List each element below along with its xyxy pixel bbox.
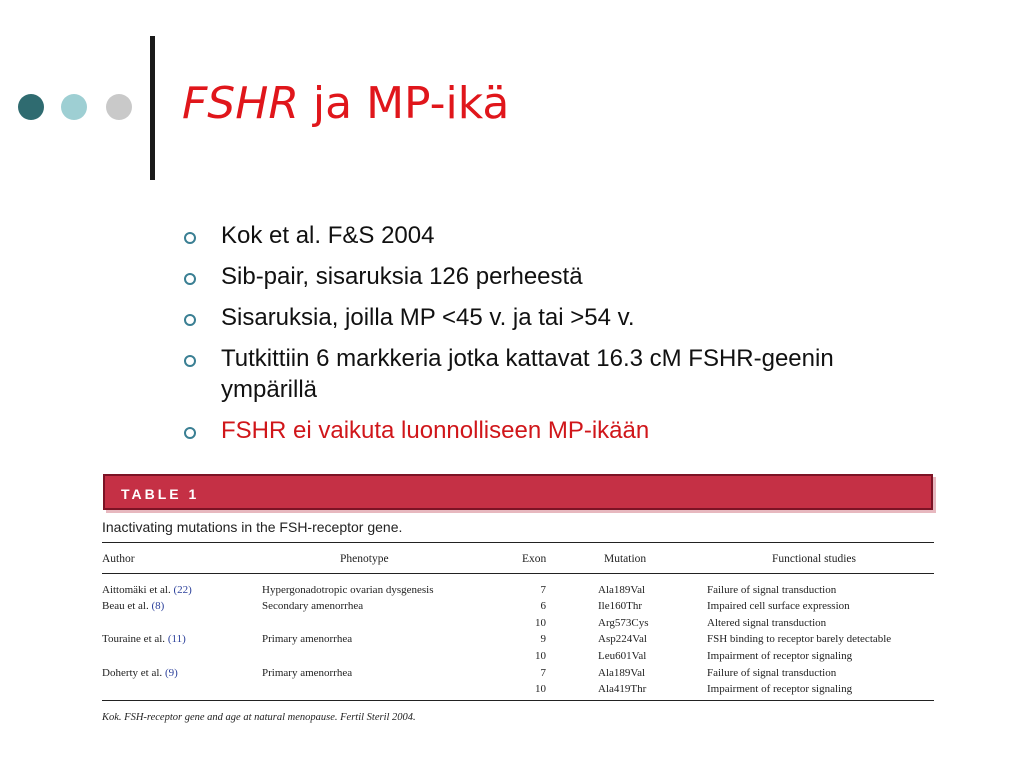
dot-dark-teal [18,94,44,120]
table-header-rule [102,573,934,574]
cell-functional: Failure of signal transduction [707,584,837,596]
header-functional: Functional studies [772,553,857,565]
reference-link: (8) [151,600,165,612]
cell-functional: Altered signal transduction [707,617,827,629]
bullet-text: Sisaruksia, joilla MP <45 v. ja tai >54 v. [221,304,635,331]
header-phenotype: Phenotype [340,553,389,565]
cell-functional: Impaired cell surface expression [707,600,850,612]
cell-phenotype: Secondary amenorrhea [262,600,364,612]
reference-link: (22) [173,584,192,596]
bullet-item [180,302,880,333]
bullet-text: Sib-pair, sisaruksia 126 perheestä [221,263,583,290]
header-mutation: Mutation [604,553,647,565]
bullet-ring-icon [184,273,196,285]
cell-exon: 7 [540,584,546,596]
bullet-item-highlight [180,415,880,446]
table-label: TABLE 1 [121,486,200,502]
table-label-bar [103,474,933,510]
bullet-text: Tutkittiin 6 markkeria jotka kattavat 16.3 cM FSHR-geenin ympärillä [221,345,834,403]
slide-title-italic: FSHR [182,78,299,129]
cell-mutation: Arg573Cys [598,617,649,629]
cell-exon: 9 [540,633,546,645]
cell-phenotype: Hypergonadotropic ovarian dysgenesis [262,584,434,596]
title-divider [150,36,155,180]
table-caption: Inactivating mutations in the FSH-receptor gene. [102,519,403,535]
table-footnote: Kok. FSH-receptor gene and age at natural menopause. Fertil Steril 2004. [102,712,416,723]
bullet-ring-icon [184,232,196,244]
dot-gray [106,94,132,120]
cell-exon: 6 [540,600,546,612]
cell-mutation: Ala189Val [598,667,646,679]
bullet-ring-icon [184,427,196,439]
cell-author: Touraine et al. (11) [102,633,186,645]
bullet-text: Kok et al. F&S 2004 [221,222,435,249]
cell-mutation: Leu601Val [598,650,647,662]
bullet-ring-icon [184,314,196,326]
bullet-item [180,261,880,292]
cell-phenotype: Primary amenorrhea [262,667,353,679]
cell-author: Beau et al. (8) [102,600,165,612]
bullet-item [180,343,880,405]
cell-exon: 7 [540,667,546,679]
cell-functional: Impairment of receptor signaling [707,683,853,695]
header-exon: Exon [522,553,547,565]
cell-mutation: Ile160Thr [598,600,642,612]
cell-functional: FSH binding to receptor barely detectable [707,633,892,645]
cell-exon: 10 [535,683,546,695]
cell-functional: Failure of signal transduction [707,667,837,679]
slide-title [182,78,509,130]
cell-mutation: Asp224Val [598,633,647,645]
cell-exon: 10 [535,650,546,662]
bullet-item [180,220,880,251]
bullet-ring-icon [184,355,196,367]
table-figure [100,471,934,733]
cell-exon: 10 [535,617,546,629]
reference-link: (9) [164,667,178,679]
cell-mutation: Ala419Thr [598,683,647,695]
bullet-list [180,220,880,456]
table-bottom-rule [102,700,934,701]
reference-link: (11) [167,633,186,645]
header-author: Author [102,553,135,565]
slide-title-rest: ja MP-ikä [298,78,510,129]
cell-phenotype: Primary amenorrhea [262,633,353,645]
cell-mutation: Ala189Val [598,584,646,596]
bullet-text: FSHR ei vaikuta luonnolliseen MP-ikään [221,417,650,444]
dot-light-teal [61,94,87,120]
table-top-rule [102,542,934,543]
cell-author: Doherty et al. (9) [102,667,178,679]
cell-author: Aittomäki et al. (22) [102,584,192,596]
cell-functional: Impairment of receptor signaling [707,650,853,662]
